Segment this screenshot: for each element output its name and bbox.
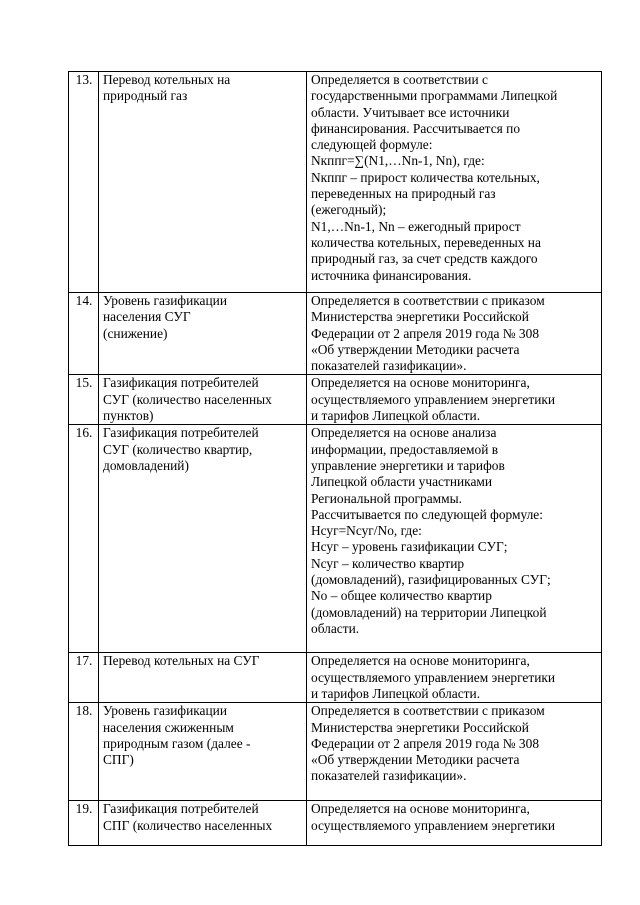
method-line: осуществляемого управлением энергетики — [311, 391, 556, 407]
indicator-line: Газификация потребителей — [103, 375, 259, 391]
indicator-line: Газификация потребителей — [103, 801, 259, 817]
method-line: Определяется в соответствии с приказом — [311, 293, 545, 308]
indicator-cell — [99, 375, 307, 425]
indicator-line: природным газом (далее - — [103, 735, 251, 751]
method-line: Рассчитывается по следующей формуле: — [311, 506, 543, 522]
method-line: и тарифов Липецкой области. — [311, 408, 481, 424]
method-line: Министерства энергетики Российской — [311, 309, 529, 325]
method-line: источника финансирования. — [311, 267, 472, 283]
row-number: 15. — [69, 375, 99, 425]
method-line: государственными программами Липецкой — [311, 88, 558, 104]
method-line: Nкппг=∑(N1,…Nn-1, Nn), где: — [311, 153, 485, 169]
method-cell — [307, 703, 602, 801]
method-line: Нсуг – уровень газификации СУГ; — [311, 539, 508, 555]
method-line: «Об утверждении Методики расчета — [311, 752, 520, 768]
table-row — [69, 801, 602, 846]
indicator-line: СУГ (количество населенных — [103, 391, 272, 407]
row-number: 17. — [69, 653, 99, 703]
method-line: Федерации от 2 апреля 2019 года № 308 — [311, 325, 540, 341]
method-line: управление энергетики и тарифов — [311, 457, 505, 473]
table-row — [69, 293, 602, 375]
indicator-cell — [99, 425, 307, 653]
indicator-cell — [99, 653, 307, 703]
indicators-table — [68, 71, 602, 846]
method-line: природный газ, за счет средств каждого — [311, 251, 538, 267]
method-line: (домовладений) на территории Липецкой — [311, 604, 547, 620]
indicator-line: СПГ) — [103, 752, 134, 768]
indicator-line: Перевод котельных на СУГ — [103, 653, 260, 669]
method-line: (домовладений), газифицированных СУГ; — [311, 572, 551, 588]
method-line: Определяется на основе мониторинга, — [311, 801, 530, 817]
method-line: «Об утверждении Методики расчета — [311, 341, 520, 357]
method-cell — [307, 375, 602, 425]
method-cell — [307, 653, 602, 703]
method-line: показателей газификации». — [311, 768, 467, 784]
method-line: Определяется в соответствии с приказом — [311, 703, 545, 719]
indicator-cell — [99, 801, 307, 846]
indicator-line: СПГ (количество населенных — [103, 817, 273, 833]
method-line: области. Учитывает все источники — [311, 104, 510, 120]
method-line: и тарифов Липецкой области. — [311, 685, 481, 701]
method-cell — [307, 293, 602, 375]
method-line: переведенных на природный газ — [311, 186, 496, 202]
table-row — [69, 425, 602, 653]
method-line: Определяется на основе анализа — [311, 425, 497, 441]
indicator-cell — [99, 293, 307, 375]
method-cell — [307, 801, 602, 846]
indicator-line: Газификация потребителей — [103, 425, 259, 441]
indicator-line: населения сжиженным — [103, 719, 234, 735]
method-line: области. — [311, 620, 360, 636]
method-line: Определяется на основе мониторинга, — [311, 653, 530, 669]
row-number: 16. — [69, 425, 99, 653]
method-line: No – общее количество квартир — [311, 588, 492, 604]
method-line: Nкппг – прирост количества котельных, — [311, 169, 540, 185]
row-number: 13. — [69, 72, 99, 293]
indicator-line: Уровень газификации — [103, 703, 227, 719]
row-number: 19. — [69, 801, 99, 846]
indicator-line: пунктов) — [103, 408, 154, 424]
method-line: Региональной программы. — [311, 490, 462, 506]
table-row — [69, 375, 602, 425]
indicator-line: домовладений) — [103, 457, 189, 473]
method-line: финансирования. Рассчитывается по — [311, 120, 521, 136]
row-number: 14. — [69, 293, 99, 375]
indicator-line: Уровень газификации — [103, 293, 227, 308]
method-line: Липецкой области участниками — [311, 474, 493, 490]
table-row — [69, 653, 602, 703]
row-number: 18. — [69, 703, 99, 801]
indicator-line: Перевод котельных на — [103, 72, 231, 87]
method-line: N1,…Nn-1, Nn – ежегодный прирост — [311, 218, 521, 234]
method-line: Определяется в соответствии с — [311, 72, 488, 87]
method-cell — [307, 425, 602, 653]
method-line: осуществляемого управлением энергетики — [311, 669, 556, 685]
method-line: Определяется на основе мониторинга, — [311, 375, 530, 391]
indicator-line: СУГ (количество квартир, — [103, 441, 253, 457]
method-line: Министерства энергетики Российской — [311, 719, 529, 735]
method-line: Нсуг=Nсуг/No, где: — [311, 523, 422, 539]
method-line: осуществляемого управлением энергетики — [311, 817, 556, 833]
method-line: (ежегодный); — [311, 202, 387, 218]
method-cell — [307, 72, 602, 293]
method-line: Федерации от 2 апреля 2019 года № 308 — [311, 735, 540, 751]
method-line: количества котельных, переведенных на — [311, 234, 541, 250]
method-line: следующей формуле: — [311, 137, 433, 153]
table-row — [69, 72, 602, 293]
method-line: информации, предоставляемой в — [311, 441, 499, 457]
method-line: показателей газификации». — [311, 358, 467, 374]
indicator-cell — [99, 703, 307, 801]
method-line: Nсуг – количество квартир — [311, 555, 465, 571]
table-body — [69, 72, 602, 846]
indicator-line: (снижение) — [103, 325, 168, 341]
indicator-line: населения СУГ — [103, 309, 191, 325]
indicator-cell — [99, 72, 307, 293]
indicator-line: природный газ — [103, 88, 188, 104]
table-row — [69, 703, 602, 801]
